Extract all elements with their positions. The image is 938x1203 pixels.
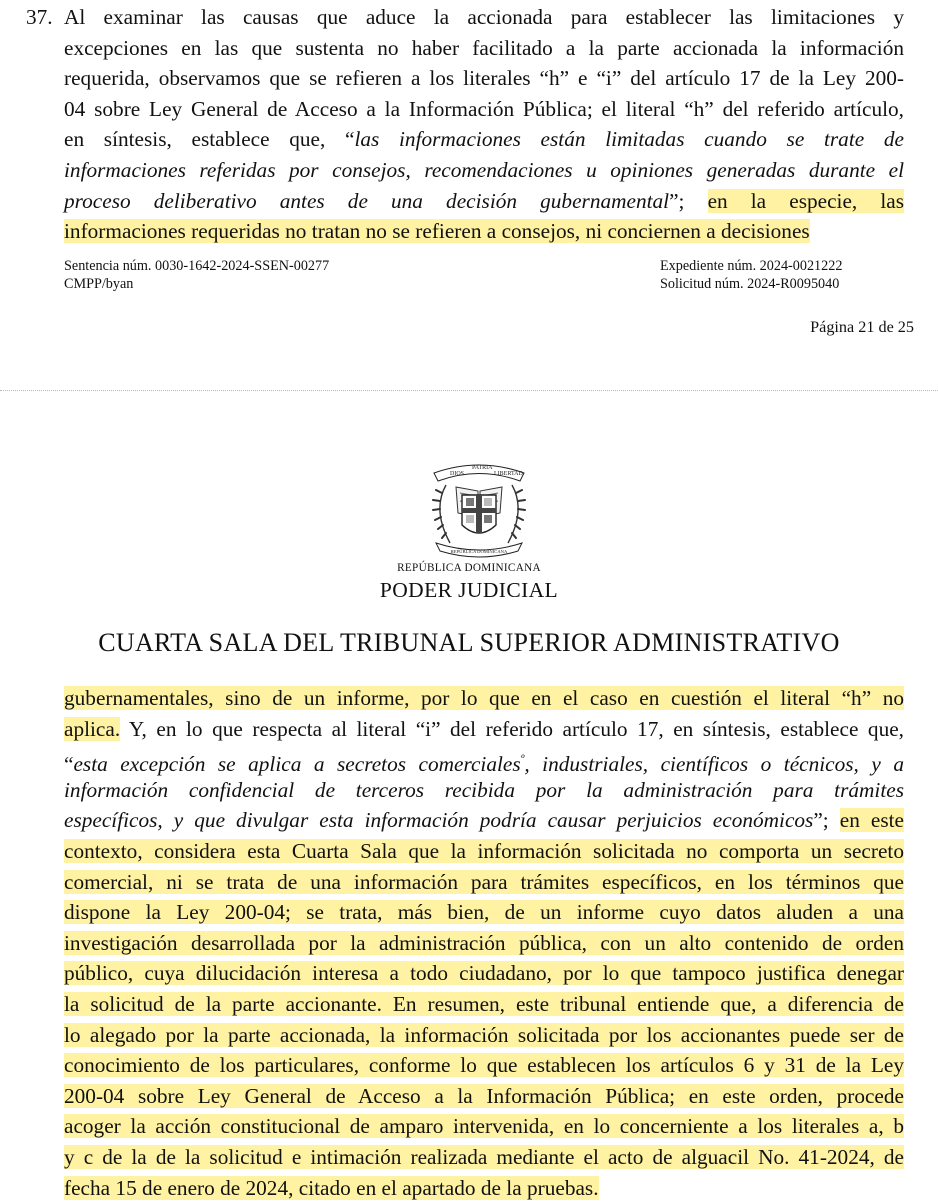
text-line xyxy=(64,744,904,777)
text-line xyxy=(64,1142,904,1172)
seal-ribbon-left: DIOS xyxy=(450,471,465,477)
text-line xyxy=(64,928,904,958)
expediente-number: Expediente núm. 2024-0021222 xyxy=(660,258,843,274)
text-line xyxy=(64,216,904,246)
highlighted-text: conocimiento de los particulares, conforme lo que establecen los artículos 6 y 31 de la Ley xyxy=(64,1053,904,1078)
italic-text: información confidencial de terceros recibida por la administración para trámites xyxy=(64,777,904,802)
solicitud-number: Solicitud núm. 2024-R0095040 xyxy=(660,276,840,292)
highlighted-text: aplica. xyxy=(64,716,121,741)
page-21-fragment xyxy=(0,0,938,390)
text-line xyxy=(64,124,904,154)
text-segment: Y, en lo que respecta al literal “i” del referido artículo 17, en síntesis, establece que, xyxy=(120,716,904,741)
page-number: Página 21 de 25 xyxy=(810,318,914,336)
text-line xyxy=(64,1050,904,1080)
text-segment: requerida, observamos que se refieren a los literales “h” e “i” del artículo 17 de la Ley 200- xyxy=(64,66,904,91)
text-line xyxy=(64,805,904,835)
coat-of-arms-seal xyxy=(428,455,530,560)
text-line xyxy=(64,63,904,93)
highlighted-text: informaciones requeridas no tratan no se refieren a consejos, ni conciernen a decisiones xyxy=(64,219,810,244)
text-line xyxy=(64,1081,904,1111)
text-segment: 04 sobre Ley General de Acceso a la Información Pública; el literal “h” del referido artículo, xyxy=(64,96,904,121)
text-line xyxy=(64,683,904,713)
highlighted-text: investigación desarrollada por la administración pública, con un alto contenido de orden xyxy=(64,930,904,955)
text-segment: ”; xyxy=(669,188,708,213)
italic-text: proceso deliberativo antes de una decisión gubernamental xyxy=(64,188,670,213)
text-line xyxy=(64,2,904,32)
highlighted-text: y c de la de la solicitud e intimación realizada mediante el acto de alguacil No. 41-2024, de xyxy=(64,1145,904,1169)
text-line xyxy=(64,94,904,124)
highlighted-text: dispone la Ley 200-04; se trata, más bien, de un informe cuyo datos aluden a una xyxy=(64,900,904,925)
text-line xyxy=(64,1111,904,1141)
text-segment: en síntesis, establece que, “ xyxy=(64,127,355,152)
text-line xyxy=(64,33,904,63)
text-segment: ”; xyxy=(813,808,840,833)
highlighted-text: comercial, ni se trata de una información para trámites específicos, en los términos que xyxy=(64,869,904,894)
republic-name: REPÚBLICA DOMINICANA xyxy=(397,562,541,574)
item-number: 37. xyxy=(26,5,53,29)
judiciary-name: PODER JUDICIAL xyxy=(379,578,559,602)
seal-ribbon-center: PATRIA xyxy=(472,465,493,471)
text-segment: Al examinar las causas que aduce la accionada para establecer las limitaciones y xyxy=(64,5,904,29)
highlighted-text: acoger la acción constitucional de amparo intervenida, en lo concerniente a los literales a, b xyxy=(64,1114,904,1139)
seal-ribbon-right: LIBERTAD xyxy=(494,471,523,477)
highlighted-text: contexto, considera esta Cuarta Sala que la información solicitada no comporta un secreto xyxy=(64,839,904,863)
author-initials: CMPP/byan xyxy=(64,276,134,292)
italic-text: específicos, y que divulgar esta información podría causar perjuicios económicos xyxy=(64,808,814,833)
italic-text: informaciones referidas por consejos, recomendaciones u opiniones generadas durante el xyxy=(64,158,904,182)
highlighted-text: en la especie, las xyxy=(707,188,904,213)
highlighted-text: público, cuya dilucidación interesa a todo ciudadano, por lo que tampoco justifica denegar xyxy=(64,961,904,986)
text-line xyxy=(64,867,904,897)
italic-text: , industriales, científicos o técnicos, y a xyxy=(524,752,904,777)
text-line xyxy=(64,958,904,988)
highlighted-text: la solicitud de la parte accionante. En resumen, este tribunal entiende que, a diferencia de xyxy=(64,992,904,1016)
page-separator xyxy=(0,390,938,398)
highlighted-text: fecha 15 de enero de 2024, citado en el apartado de la pruebas. xyxy=(64,1175,599,1200)
text-line xyxy=(64,897,904,927)
text-segment: “ xyxy=(64,752,74,777)
italic-text: º xyxy=(520,752,525,767)
sentencia-number: Sentencia núm. 0030-1642-2024-SSEN-00277 xyxy=(64,258,330,274)
highlighted-text: lo alegado por la parte accionada, la información solicitada por los accionantes puede ser de xyxy=(64,1022,904,1047)
text-line xyxy=(64,186,904,216)
italic-text: esta excepción se aplica a secretos comerciales xyxy=(73,752,521,777)
text-line xyxy=(64,1020,904,1050)
chamber-title: CUARTA SALA DEL TRIBUNAL SUPERIOR ADMINISTRATIVO xyxy=(98,628,840,657)
text-line xyxy=(64,155,904,185)
highlighted-text: en este xyxy=(839,808,904,833)
text-line xyxy=(64,1173,904,1203)
seal-bottom-ribbon: REPÚBLICA DOMINICANA xyxy=(450,549,508,554)
italic-text: las informaciones están limitadas cuando se trate de xyxy=(354,127,904,152)
text-line xyxy=(64,775,904,805)
highlighted-text: 200-04 sobre Ley General de Acceso a la Información Pública; en este orden, procede xyxy=(64,1083,904,1108)
text-line xyxy=(64,714,904,744)
text-segment: excepciones en las que sustenta no haber facilitado a la parte accionada la información xyxy=(64,35,904,60)
highlighted-text: gubernamentales, sino de un informe, por lo que en el caso en cuestión el literal “h” no xyxy=(64,686,904,710)
text-line xyxy=(64,989,904,1019)
text-line xyxy=(64,836,904,866)
